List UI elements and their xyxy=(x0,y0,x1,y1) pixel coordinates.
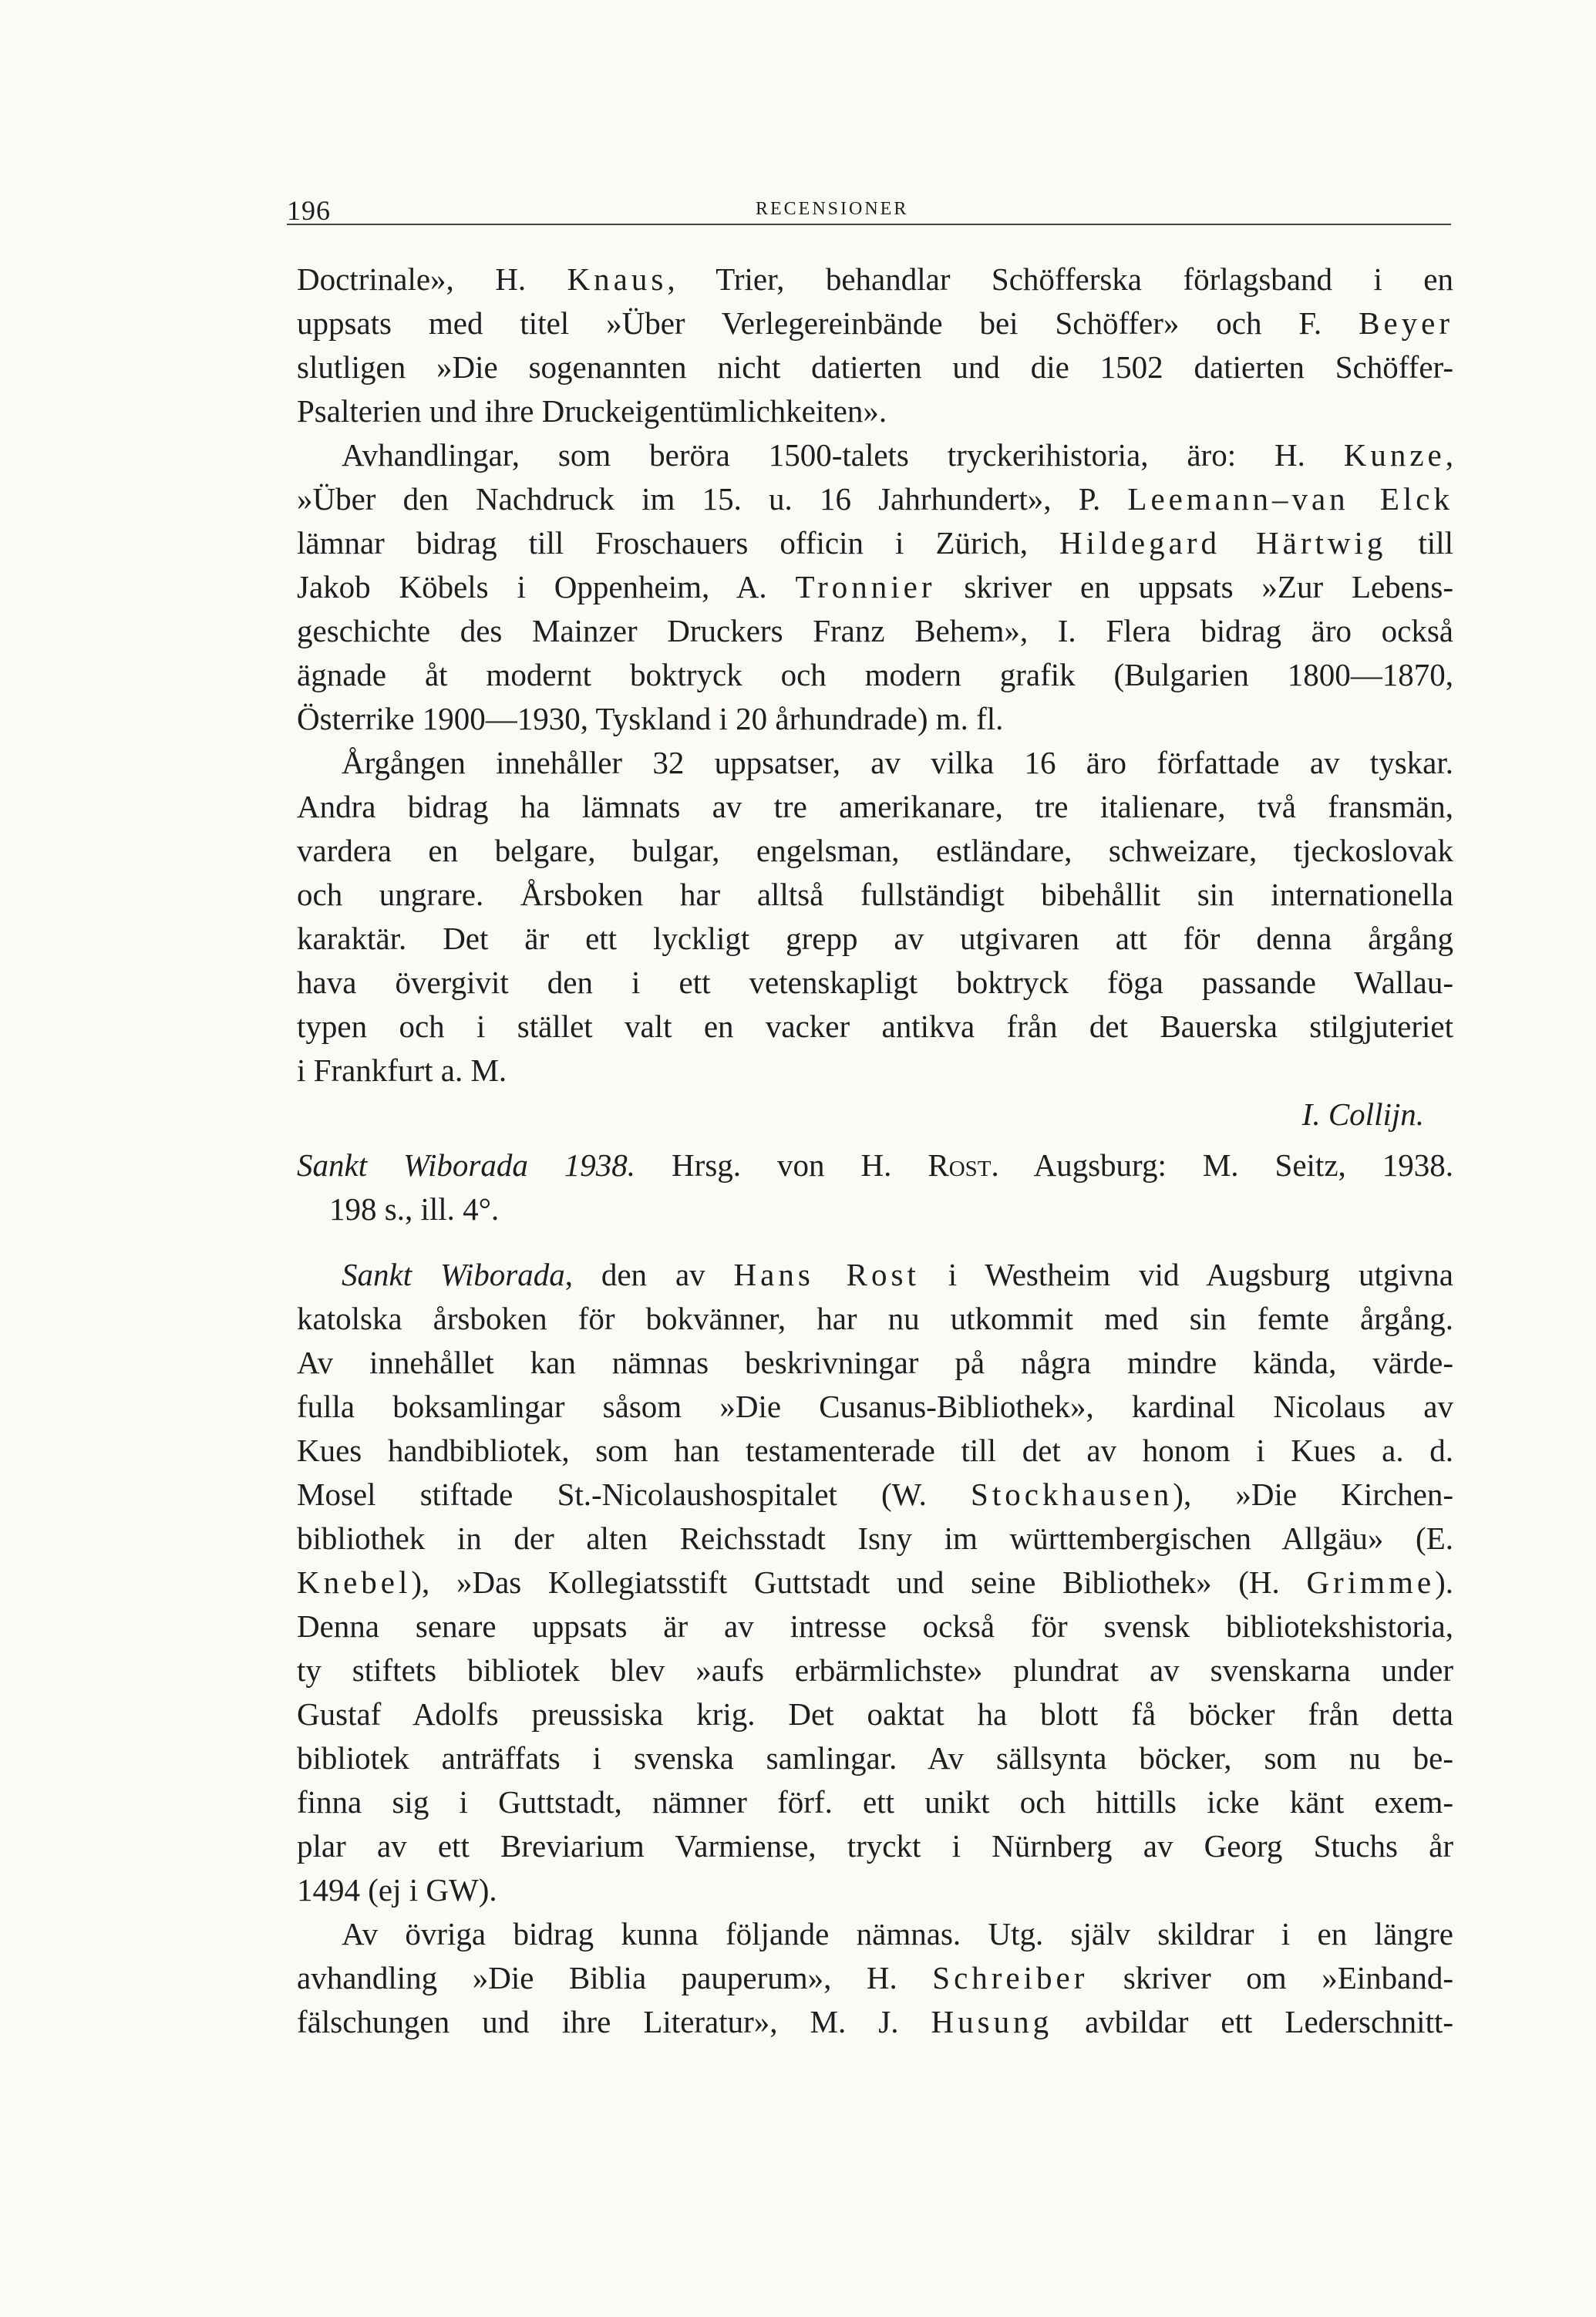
spaced-name: Tronnier xyxy=(795,569,936,605)
page-header xyxy=(287,193,1451,225)
text-line: Avhandlingar, som beröra 1500-talets tryckerihistoria, äro: H. Kunze, xyxy=(342,437,1453,473)
text-line: geschichte des Mainzer Druckers Franz Behem», I. Flera bidrag äro också xyxy=(297,613,1453,648)
review-sankt-wiborada xyxy=(297,1143,1453,2044)
text-line: Österrike 1900—1930, Tyskland i 20 århundrade) m. fl. xyxy=(297,701,1004,736)
spaced-name: Husung xyxy=(931,2004,1053,2039)
spaced-name: Hans Rost xyxy=(733,1257,920,1292)
text-line: bibliotek anträffats i svenska samlingar. Av sällsynta böcker, som nu be- xyxy=(297,1740,1453,1776)
page-number: 196 xyxy=(287,195,331,226)
text-line: och ungrare. Årsboken har alltså fullständigt bibehållit sin internationella xyxy=(297,877,1453,912)
text-line: Jakob Köbels i Oppenheim, A. Tronnier skriver en uppsats »Zur Lebens- xyxy=(297,569,1453,605)
citation-line: 198 s., ill. 4°. xyxy=(329,1191,500,1227)
citation-title: Sankt Wiborada 1938. xyxy=(297,1147,636,1183)
spaced-name: Kunze xyxy=(1343,437,1446,473)
spaced-name: Grimme xyxy=(1306,1564,1436,1600)
text-line: 1494 (ej i GW). xyxy=(297,1872,497,1908)
text-line: bibliothek in der alten Reichsstadt Isny im württembergischen Allgäu» (E. xyxy=(297,1521,1453,1556)
text-line: Sankt Wiborada, den av Hans Rost i Westheim vid Augsburg utgivna xyxy=(342,1257,1453,1292)
text-line: ägnade åt modernt boktryck och modern grafik (Bulgarien 1800—1870, xyxy=(297,657,1453,692)
text-line: ty stiftets bibliotek blev »aufs erbärmlichste» plundrat av svenskarna under xyxy=(297,1652,1453,1688)
text-line: Mosel stiftade St.-Nicolaushospitalet (W. Stockhausen), »Die Kirchen- xyxy=(297,1477,1453,1512)
text-line: Av övriga bidrag kunna följande nämnas. Utg. själv skildrar i en längre xyxy=(342,1916,1453,1952)
text-line: lämnar bidrag till Froschauers officin i Zürich, Hildegard Härtwig till xyxy=(297,525,1453,561)
text-line: finna sig i Guttstadt, nämner förf. ett unikt och hittills icke känt exem- xyxy=(297,1784,1453,1820)
text-line: karaktär. Det är ett lyckligt grepp av utgivaren att för denna årgång xyxy=(297,921,1453,956)
spaced-name: Leemann–van Elck xyxy=(1127,481,1453,517)
text-line: Doctrinale», H. Knaus, Trier, behandlar Schöfferska förlagsband i en xyxy=(297,261,1453,297)
text-line: slutligen »Die sogenannten nicht datierten und die 1502 datierten Schöffer- xyxy=(297,349,1453,385)
text-line: vardera en belgare, bulgar, engelsman, estländare, schweizare, tjeckoslovak xyxy=(297,833,1453,868)
review-continuation xyxy=(297,258,1453,1137)
spaced-name: Hildegard Härtwig xyxy=(1059,525,1387,561)
spaced-name: Knebel xyxy=(297,1564,412,1600)
text-line: Kues handbibliotek, som han testamenterade till det av honom i Kues a. d. xyxy=(297,1433,1453,1468)
text-line: fälschungen und ihre Literatur», M. J. Husung avbildar ett Lederschnitt- xyxy=(297,2004,1453,2039)
spacer xyxy=(297,1231,1453,1253)
text-line: Gustaf Adolfs preussiska krig. Det oaktat ha blott få böcker från detta xyxy=(297,1696,1453,1732)
reviewer-signature: I. Collijn. xyxy=(1301,1096,1424,1132)
text-line: Denna senare uppsats är av intresse också för svensk bibliotekshistoria, xyxy=(297,1608,1453,1644)
spaced-name: Stockhausen xyxy=(971,1477,1173,1512)
text-line: »Über den Nachdruck im 15. u. 16 Jahrhundert», P. Leemann–van Elck xyxy=(297,481,1453,517)
text-line: Årgången innehåller 32 uppsatser, av vilka 16 äro författade av tyskar. xyxy=(342,745,1453,780)
text-line: avhandling »Die Biblia pauperum», H. Schreiber skriver om »Einband- xyxy=(297,1960,1453,1995)
text-line: hava övergivit den i ett vetenskapligt boktryck föga passande Wallau- xyxy=(297,965,1453,1000)
text-line: i Frankfurt a. M. xyxy=(297,1052,507,1088)
text-line: Psalterien und ihre Druckeigentümlichkeiten». xyxy=(297,393,887,429)
text-line: Andra bidrag ha lämnats av tre amerikanare, tre italienare, två fransmän, xyxy=(297,789,1453,824)
text-line: plar av ett Breviarium Varmiense, tryckt i Nürnberg av Georg Stuchs år xyxy=(297,1828,1453,1864)
text-line: uppsats med titel »Über Verlegereinbände bei Schöffer» och F. Beyer xyxy=(297,305,1453,341)
running-head: RECENSIONER xyxy=(756,199,909,219)
text-line: katolska årsboken för bokvänner, har nu utkommit med sin femte årgång. xyxy=(297,1301,1453,1336)
text-line: fulla boksamlingar såsom »Die Cusanus-Bibliothek», kardinal Nicolaus av xyxy=(297,1389,1453,1424)
spaced-name: Beyer xyxy=(1359,305,1453,341)
spaced-name: Knaus xyxy=(567,261,668,297)
spaced-name: Schreiber xyxy=(932,1960,1089,1995)
citation-editor: Rost xyxy=(928,1147,992,1183)
citation-line: Sankt Wiborada 1938. Hrsg. von H. Rost. Augsburg: M. Seitz, 1938. xyxy=(297,1147,1454,1183)
text-line: Av innehållet kan nämnas beskrivningar på några mindre kända, värde- xyxy=(297,1345,1453,1380)
text-line: Knebel), »Das Kollegiatsstift Guttstadt und seine Bibliothek» (H. Grimme). xyxy=(297,1564,1453,1600)
text-line: typen och i stället valt en vacker antikva från det Bauerska stilgjuteriet xyxy=(297,1009,1453,1044)
